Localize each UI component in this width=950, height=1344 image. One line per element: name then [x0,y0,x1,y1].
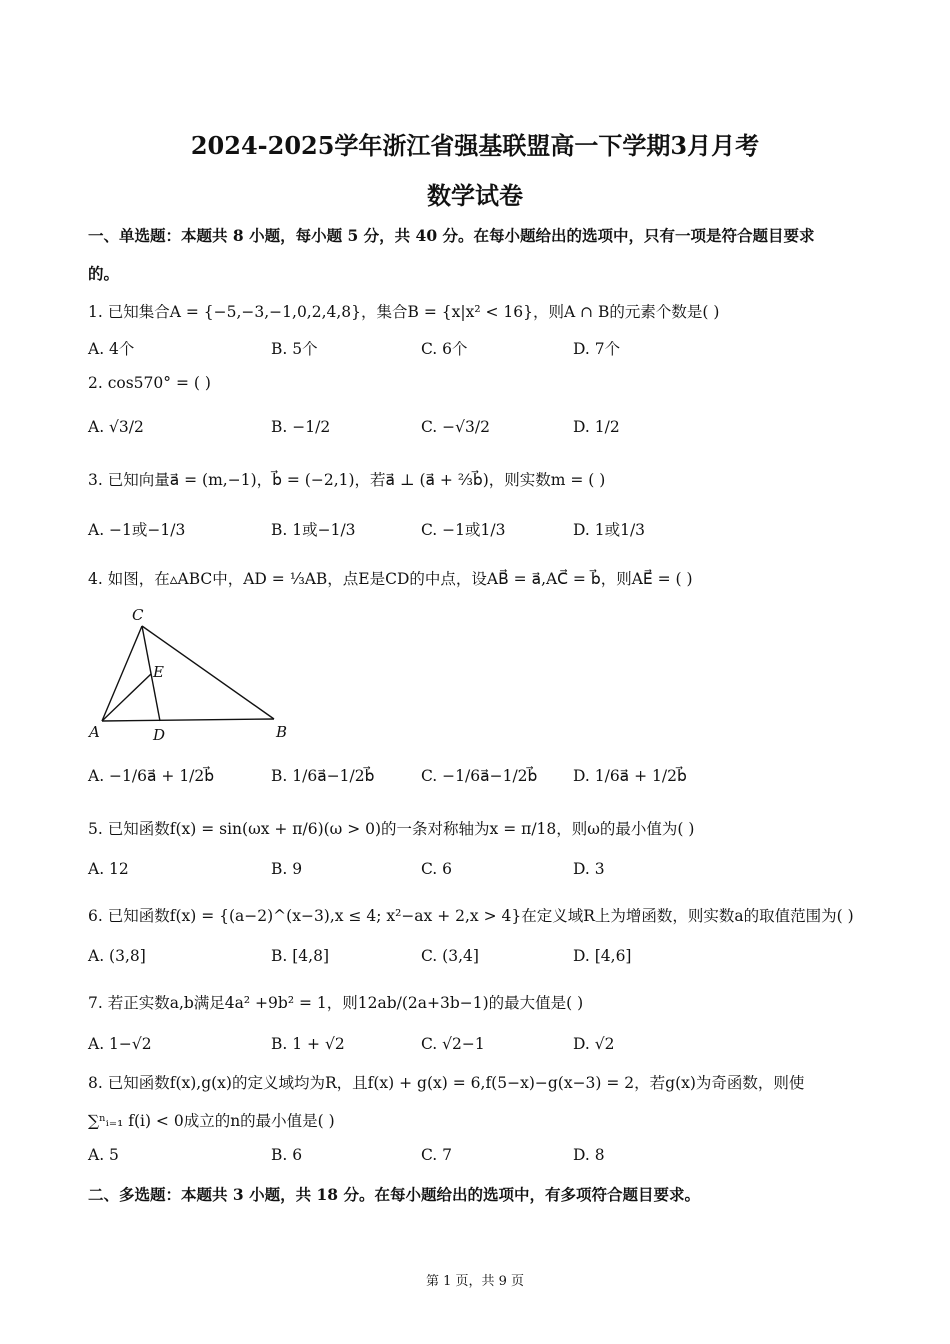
question-4-option-b: B. 1/6a⃗−1/2b⃗ [271,767,375,785]
question-1-stem: 1. 已知集合A = {−5,−3,−1,0,2,4,8}，集合B = {x|x² < 16}，则A ∩ B的元素个数是( ) [88,303,720,321]
triangle-figure [84,600,304,750]
question-5-option-a: A. 12 [88,860,129,878]
section2-heading: 二、多选题：本题共 3 小题，共 18 分。在每小题给出的选项中，有多项符合题目要求。 [88,1185,700,1204]
question-4-option-a: A. −1/6a⃗ + 1/2b⃗ [88,767,215,785]
label-c: C [132,606,144,624]
question-3-option-b: B. 1或−1/3 [271,521,356,539]
section1-heading-cont: 的。 [88,264,120,283]
question-8-option-a: A. 5 [88,1146,119,1164]
question-1-option-b: B. 5个 [271,340,318,358]
question-6-stem: 6. 已知函数f(x) = {(a−2)^(x−3),x ≤ 4; x²−ax + 2,x > 4}在定义域R上为增函数，则实数a的取值范围为( ) [88,907,854,925]
question-3-option-c: C. −1或1/3 [421,521,506,539]
question-3-option-d: D. 1或1/3 [573,521,646,539]
label-e: E [153,663,164,681]
question-4-stem: 4. 如图，在▵ABC中，AD = ⅓AB，点E是CD的中点，设AB⃗ = a⃗,AC⃗ = b⃗，则AE⃗ = ( ) [88,570,693,588]
question-6-option-a: A. (3,8] [88,947,146,965]
question-1-option-c: C. 6个 [421,340,468,358]
question-1-option-d: D. 7个 [573,340,621,358]
question-6-option-c: C. (3,4] [421,947,479,965]
question-7-option-a: A. 1−√2 [88,1035,152,1053]
question-7-option-b: B. 1 + √2 [271,1035,345,1053]
question-7-option-d: D. √2 [573,1035,615,1053]
question-7-option-c: C. √2−1 [421,1035,485,1053]
question-5-option-b: B. 9 [271,860,303,878]
question-6-option-d: D. [4,6] [573,947,632,965]
question-3-stem: 3. 已知向量a⃗ = (m,−1)，b⃗ = (−2,1)，若a⃗ ⊥ (a⃗ + ⅔b⃗)，则实数m = ( ) [88,471,606,489]
question-1-option-a: A. 4个 [88,340,135,358]
question-8-option-b: B. 6 [271,1146,303,1164]
exam-title: 2024-2025学年浙江省强基联盟高一下学期3月月考 [190,131,760,160]
label-a: A [89,723,100,741]
question-5-option-d: D. 3 [573,860,605,878]
question-5-option-c: C. 6 [421,860,453,878]
question-2-option-c: C. −√3/2 [421,418,490,436]
question-3-option-a: A. −1或−1/3 [88,521,186,539]
question-5-stem: 5. 已知函数f(x) = sin(ωx + π/6)(ω > 0)的一条对称轴为x = π/18，则ω的最小值为( ) [88,820,695,838]
question-8-stem: 8. 已知函数f(x),g(x)的定义域均为R，且f(x) + g(x) = 6,f(5−x)−g(x−3) = 2，若g(x)为奇函数，则使 [88,1074,805,1092]
question-8-stem-cont: ∑ⁿᵢ₌₁ f(i) < 0成立的n的最小值是( ) [88,1112,335,1130]
label-b: B [276,723,288,741]
question-2-option-a: A. √3/2 [88,418,144,436]
question-4-option-c: C. −1/6a⃗−1/2b⃗ [421,767,538,785]
question-8-option-c: C. 7 [421,1146,453,1164]
question-2-option-b: B. −1/2 [271,418,331,436]
question-2-stem: 2. cos570° = ( ) [88,374,211,392]
exam-subtitle: 数学试卷 [427,181,523,210]
page-footer: 第 1 页，共 9 页 [425,1274,525,1289]
question-2-option-d: D. 1/2 [573,418,620,436]
label-d: D [153,726,166,744]
question-4-option-d: D. 1/6a⃗ + 1/2b⃗ [573,767,687,785]
section1-heading: 一、单选题：本题共 8 小题，每小题 5 分，共 40 分。在每小题给出的选项中，只有一项是符合题目要求 [88,226,815,245]
question-8-option-d: D. 8 [573,1146,605,1164]
question-7-stem: 7. 若正实数a,b满足4a² +9b² = 1，则12ab/(2a+3b−1)的最大值是( ) [88,994,584,1012]
question-6-option-b: B. [4,8] [271,947,329,965]
